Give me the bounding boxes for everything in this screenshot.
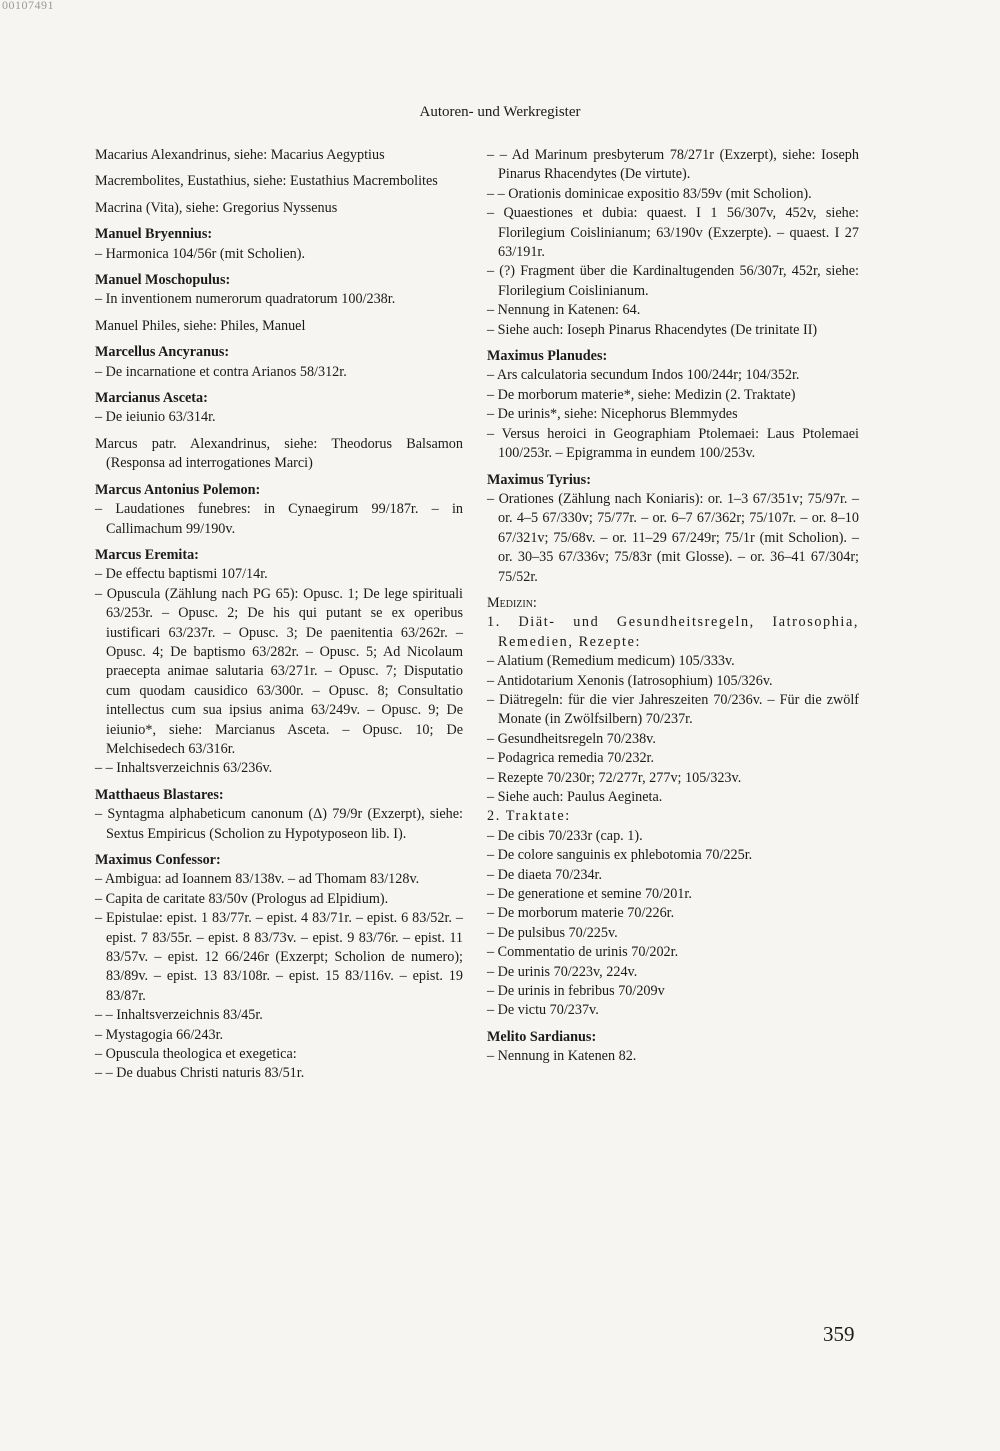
entry-item: – Nennung in Katenen: 64. [487,302,641,319]
entry-heading: Maximus Tyrius: [487,471,591,488]
entry-item: – Opuscula theologica et exegetica: [95,1046,297,1063]
entry-item: – Harmonica 104/56r (mit Scholien). [95,245,306,262]
entry-item: – De colore sanguinis ex phlebotomia 70/225r. [487,847,753,864]
entry-item: – – De duabus Christi naturis 83/51r. [95,1065,305,1082]
entry-item: – Podagrica remedia 70/232r. [487,750,655,767]
entry-heading: Manuel Moschopulus: [95,272,231,289]
entry-item: – – Inhaltsverzeichnis 83/45r. [95,1007,263,1024]
entry-item: – (?) Fragment über die Kardinaltugenden 56/307r, 452r, siehe: Florilegium Coislinianum. [487,263,859,299]
entry-heading: Maximus Planudes: [487,348,608,365]
entry-item: – Quaestiones et dubia: quaest. I 1 56/307v, 452v, siehe: Florilegium Coislinianum; 63/190v (Exzerpte). – quaest. I 27 63/191r. [487,205,859,261]
entry-item: – Commentatio de urinis 70/202r. [487,944,679,961]
left-column [95,146,463,1091]
entry-item: – De victu 70/237v. [487,1002,599,1019]
register-entry [95,271,463,310]
entry-item: – Orationes (Zählung nach Koniaris): or. 1–3 67/351v; 75/97r. – or. 4–5 67/330v; 75/77r. – or. 6–7 67/362r; 75/107r. – or. 8–10 67/321v; 75/68v. – or. 11–29 67/249r; 75/1r (mit Scholion). – or. 30–35 67/336v; 75/83r (mit Glosse). – or. 36–41 67/304r; 75/52r. [487,490,859,585]
register-entry [95,225,463,264]
register-entry [487,146,859,340]
entry-item: – De cibis 70/233r (cap. 1). [487,827,643,844]
entry-item: – Siehe auch: Ioseph Pinarus Rhacendytes (De trinitate II) [487,321,818,338]
register-entry [95,389,463,428]
entry-item: – Ambigua: ad Ioannem 83/138v. – ad Thomam 83/128v. [95,871,420,888]
entry-item: – De morborum materie*, siehe: Medizin (2. Traktate) [487,386,796,403]
register-entry [95,199,463,218]
entry-item: 1. Diät- und Gesundheitsregeln, Iatrosophia, Remedien, Rezepte: [487,614,859,650]
entry-item: – – Inhaltsverzeichnis 63/236v. [95,760,273,777]
entry-heading: Marcianus Asceta: [95,390,208,407]
entry-item: – Mystagogia 66/243r. [95,1026,224,1043]
entry-item: – Rezepte 70/230r; 72/277r, 277v; 105/323v. [487,769,742,786]
entry-item: – Capita de caritate 83/50v (Prologus ad Elpidium). [95,890,389,907]
right-column [487,146,859,1074]
entry-item: – Versus heroici in Geographiam Ptolemaei: Laus Ptolemaei 100/253r. – Epigramma in eundem 100/253v. [487,425,859,462]
entry-item: – De generatione et semine 70/201r. [487,886,692,903]
entry-heading: Marcellus Ancyranus: [95,344,230,361]
register-entry [95,851,463,1084]
page-number: 359 [823,1322,855,1346]
cross-reference: Manuel Philes, siehe: Philes, Manuel [95,317,306,334]
register-entry [95,481,463,539]
entry-item: – De urinis 70/223v, 224v. [487,963,638,980]
entry-item: – Ars calculatoria secundum Indos 100/244r; 104/352r. [487,367,800,384]
register-entry [487,471,859,587]
entry-item: – De incarnatione et contra Arianos 58/312r. [95,363,347,380]
register-entry [95,343,463,382]
entry-item: – De morborum materie 70/226r. [487,905,675,922]
register-entry [95,546,463,779]
entry-item: – De ieiunio 63/314r. [95,409,216,426]
entry-item: – – Ad Marinum presbyterum 78/271r (Exzerpt), siehe: Ioseph Pinarus Rhacendytes (De virtute). [487,147,859,183]
cross-reference: Marcus patr. Alexandrinus, siehe: Theodorus Balsamon (Responsa ad interrogationes Marci) [95,435,463,472]
entry-heading: Maximus Confessor: [95,852,221,868]
entry-item: 2. Traktate: [487,808,571,825]
entry-item: – Alatium (Remedium medicum) 105/333v. [487,653,735,670]
entry-item: – Nennung in Katenen 82. [487,1048,637,1065]
entry-heading: Manuel Bryennius: [95,226,213,243]
register-entry [487,594,859,1021]
entry-item: – De urinis*, siehe: Nicephorus Blemmydes [487,406,738,423]
entry-item: – Diätregeln: für die vier Jahreszeiten 70/236v. – Für die zwölf Monate (in Zwölfsilbern) 70/237r. [487,691,859,728]
entry-heading: Matthaeus Blastares: [95,786,224,803]
entry-item: – Epistulae: epist. 1 83/77r. – epist. 4 83/71r. – epist. 6 83/52r. – epist. 7 83/55r. – epist. 8 83/73v. – epist. 9 83/76r. – epist. 11 83/57v. – epist. 12 66/246r (Exzerpt; Scholion de numero); 83/89v. – epist. 13 83/108r. – epist. 15 83/116v. – epist. 19 83/87r. [95,910,463,1004]
register-entry [95,146,463,165]
cross-reference: Macarius Alexandrinus, siehe: Macarius Aegyptius [95,147,385,163]
running-header: Autoren- und Werkregister [419,104,581,120]
entry-item: – Antidotarium Xenonis (Iatrosophium) 105/326v. [487,672,773,689]
entry-item: – De diaeta 70/234r. [487,866,603,883]
entry-item: – Siehe auch: Paulus Aegineta. [487,789,663,805]
register-entry [487,1028,859,1067]
entry-item: – Laudationes funebres: in Cynaegirum 99/187r. – in Callimachum 99/190v. [95,501,463,537]
entry-heading: Melito Sardianus: [487,1028,597,1045]
register-entry [95,786,463,844]
entry-item: – Gesundheitsregeln 70/238v. [487,730,656,747]
entry-item: – Syntagma alphabeticum canonum (Δ) 79/9r (Exzerpt), siehe: Sextus Empiricus (Scholion zu Hypotyposeon lib. I). [95,806,463,842]
entry-heading: Marcus Eremita: [95,546,199,563]
entry-item: – Opuscula (Zählung nach PG 65): Opusc. 1; De lege spirituali 63/253r. – Opusc. 2; De his qui putant se ex operibus iustificari 63/237r. – Opusc. 3; De paenitentia 63/262r. – Opusc. 4; De baptismo 63/282r. – Opusc. 5; Ad Nicolaum praecepta animae salutaria 63/271r. – Opusc. 7; Disputatio cum quodam causidico 63/300r. – Opusc. 8; Consultatio intellectus cum sua ipsius anima 63/249v. – Opusc. 9; De ieiunio*, siehe: Marcianus Asceta. – Opusc. 10; De Melchisedech 63/316r. [95,585,463,757]
register-entry [95,317,463,336]
entry-heading: Medizin: [487,594,537,611]
register-entry [95,172,463,191]
cross-reference: Macrembolites, Eustathius, siehe: Eustathius Macrembolites [95,173,438,190]
entry-heading: Marcus Antonius Polemon: [95,481,261,498]
entry-item: – In inventionem numerorum quadratorum 100/238r. [95,291,396,308]
register-entry [487,347,859,463]
cross-reference: Macrina (Vita), siehe: Gregorius Nyssenus [95,199,338,216]
entry-item: – De effectu baptismi 107/14r. [95,566,268,583]
entry-item: – De urinis in febribus 70/209v [487,983,665,1000]
entry-item: – – Orationis dominicae expositio 83/59v (mit Scholion). [487,185,812,202]
document-id: 00107491 [2,0,54,12]
register-entry [95,435,463,474]
entry-item: – De pulsibus 70/225v. [487,924,618,941]
